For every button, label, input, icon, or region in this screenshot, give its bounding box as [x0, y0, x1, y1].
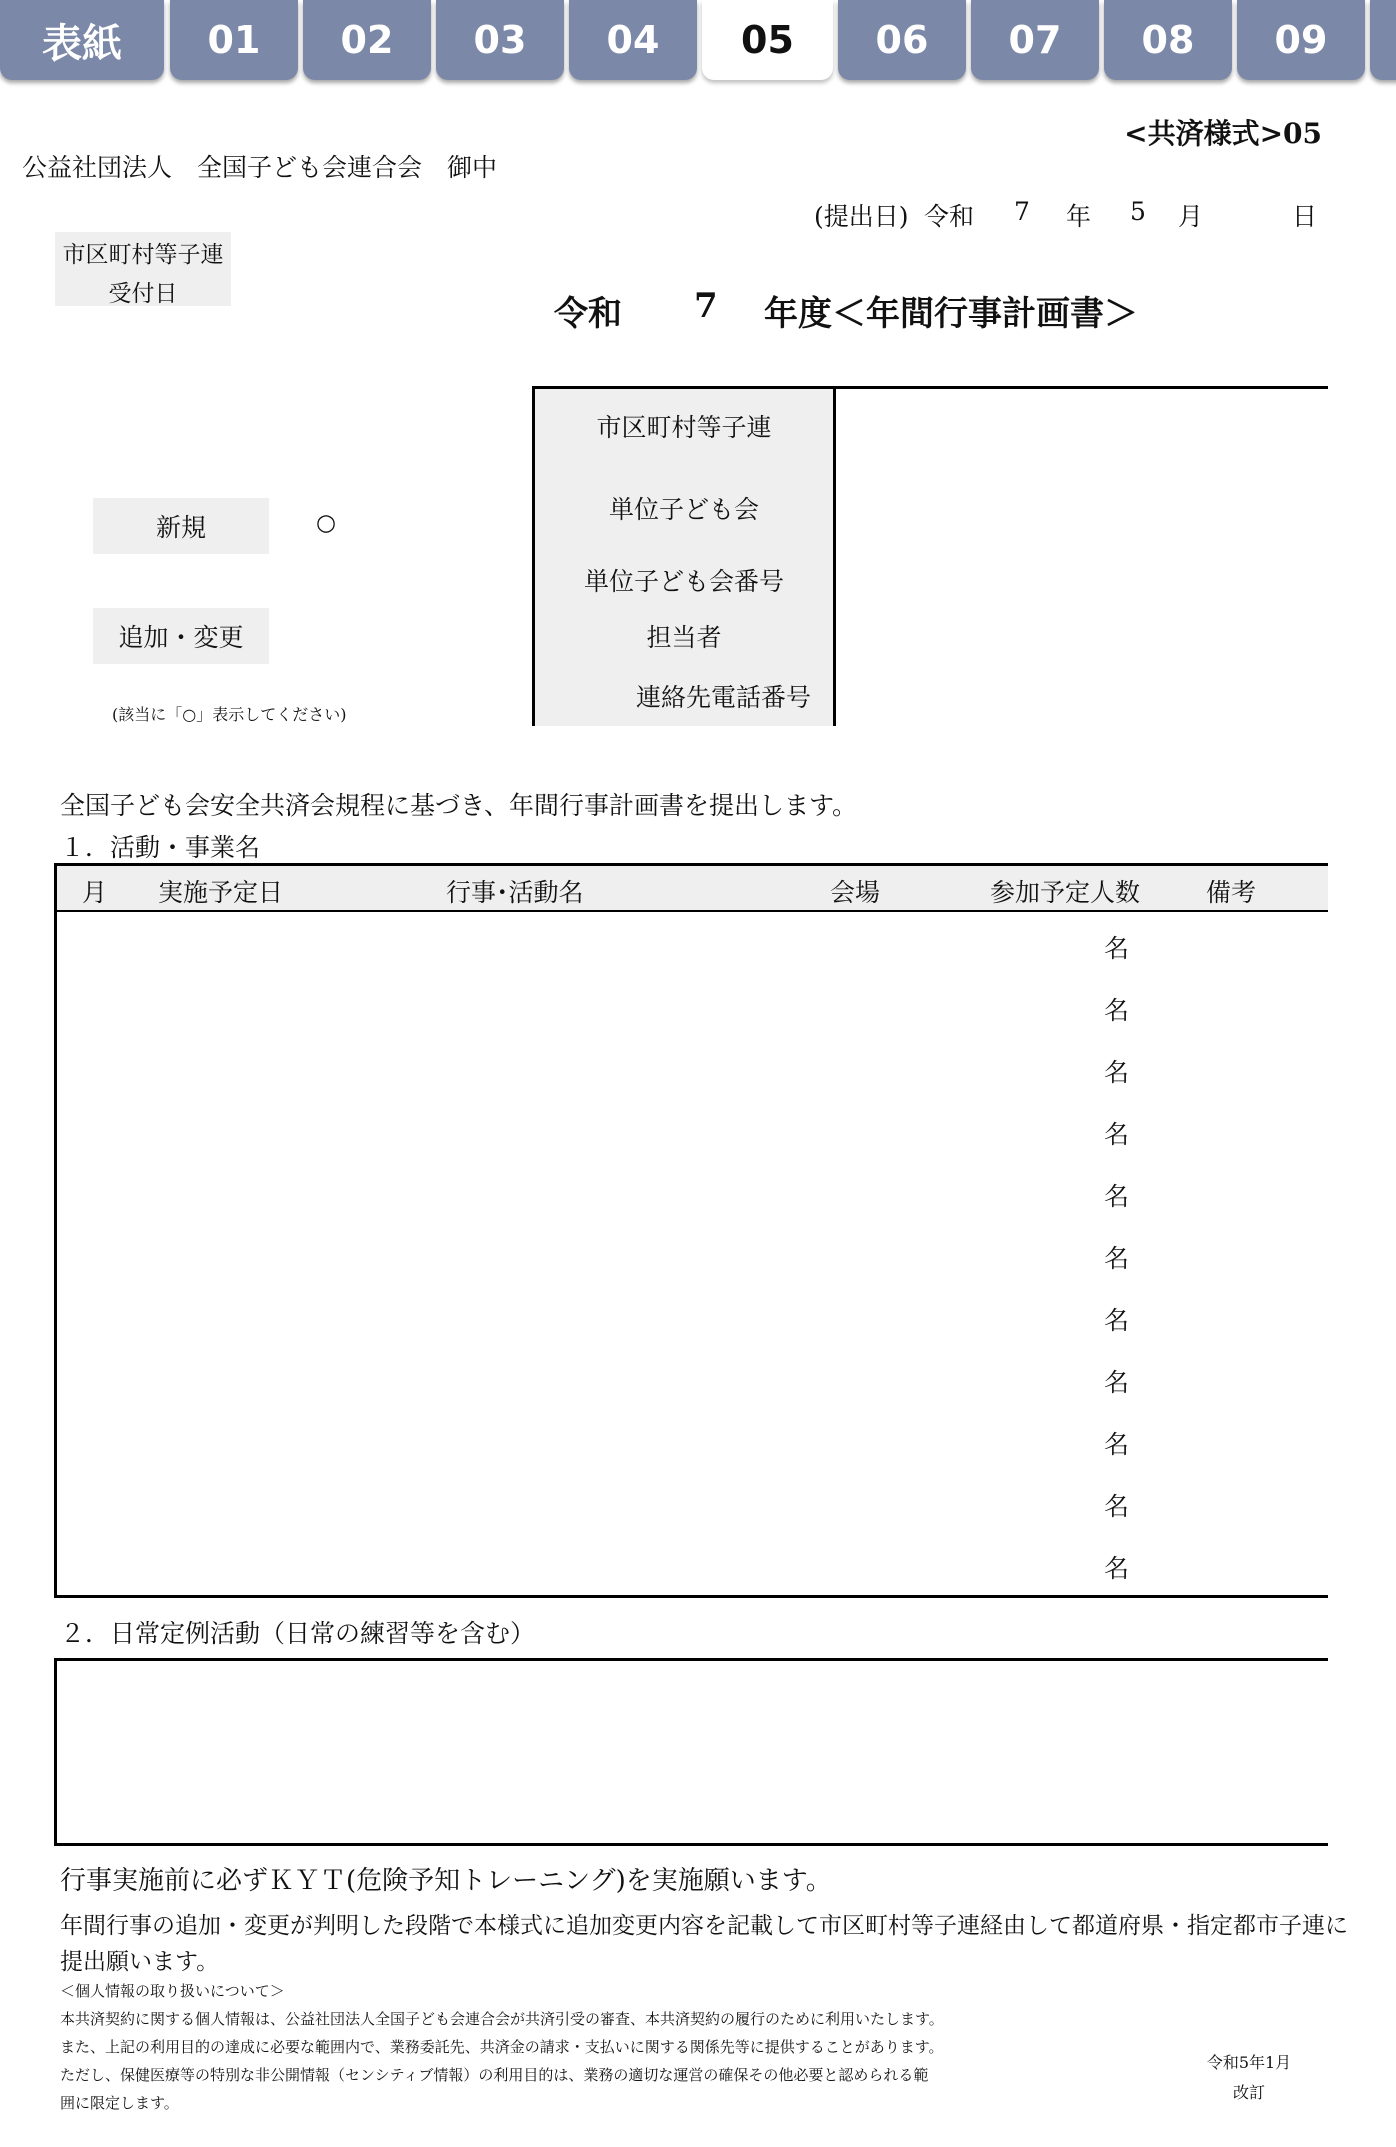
table-row: 名	[1104, 934, 1130, 963]
change-label: 追加・変更	[93, 608, 269, 664]
submit-date-label: (提出日)	[814, 202, 909, 231]
table-row: 名	[1104, 996, 1130, 1025]
submit-era: 令和	[924, 202, 975, 231]
intro-text: 全国子ども会安全共済会規程に基づき、年間行事計画書を提出します。	[60, 791, 858, 820]
tab-bar	[0, 0, 1396, 84]
new-mark[interactable]: ○	[316, 510, 337, 536]
addressee: 公益社団法人 全国子ども会連合会 御中	[22, 153, 498, 182]
city-input[interactable]	[840, 394, 1320, 468]
receipt-date-box	[55, 232, 231, 306]
revision-label: 改訂	[1232, 2083, 1265, 2102]
city-label: 市区町村等子連	[596, 413, 772, 442]
receipt-label-1: 市区町村等子連	[62, 242, 224, 268]
submit-year[interactable]: 7	[1014, 197, 1030, 226]
tab-01[interactable]: 01	[170, 0, 298, 80]
table-row: 名	[1104, 1306, 1130, 1335]
table-left-border	[54, 863, 57, 1598]
table-bottom-border	[54, 1595, 1328, 1598]
receipt-label-2: 受付日	[108, 281, 178, 307]
revision-date: 令和5年1月	[1206, 2053, 1292, 2072]
submit-month-unit: 月	[1178, 202, 1204, 231]
tab-08[interactable]: 08	[1104, 0, 1232, 80]
tab-06[interactable]: 06	[838, 0, 966, 80]
table-row: 名	[1104, 1554, 1130, 1583]
col-event: 行事･活動名	[446, 878, 584, 907]
unit-number-input[interactable]	[840, 552, 1320, 602]
table-row: 名	[1104, 1368, 1130, 1397]
routine-activities-input[interactable]	[60, 1664, 1324, 1840]
table-row: 名	[1104, 1430, 1130, 1459]
routine-box-bottom	[54, 1843, 1328, 1846]
privacy-line-4: 囲に限定します。	[60, 2094, 179, 2112]
table-row: 名	[1104, 1244, 1130, 1273]
form-code: <共済様式>05	[1124, 117, 1322, 150]
tab-07[interactable]: 07	[971, 0, 1099, 80]
tab-overflow[interactable]	[1370, 0, 1396, 80]
col-date: 実施予定日	[158, 878, 284, 907]
routine-box-left	[54, 1658, 57, 1846]
section2-heading: ２．日常定例活動（日常の練習等を含む）	[60, 1619, 536, 1648]
col-participants: 参加予定人数	[990, 878, 1141, 907]
submit-month[interactable]: 5	[1130, 197, 1146, 226]
routine-box-top	[54, 1658, 1328, 1661]
privacy-line-3: ただし、保健医療等の特別な非公開情報（センシティブ情報）の利用目的は、業務の適切な運営の確保その他必要と認められる範	[60, 2066, 929, 2084]
col-remarks: 備考	[1206, 878, 1257, 907]
notice-line-2: 提出願います。	[60, 1949, 220, 1975]
unit-number-label: 単位子ども会番号	[583, 567, 784, 596]
notice-line-1: 年間行事の追加・変更が判明した段階で本様式に追加変更内容を記載して市区町村等子連経由して都道府県・指定都市子連に	[60, 1913, 1348, 1939]
new-label: 新規	[93, 498, 269, 554]
privacy-line-1: 本共済契約に関する個人情報は、公益社団法人全国子ども会連合会が共済引受の審査、本共済契約の履行のために利用いたします。	[60, 2010, 944, 2028]
privacy-heading: ＜個人情報の取り扱いについて＞	[60, 1982, 285, 2000]
privacy-line-2: また、上記の利用目的の達成に必要な範囲内で、業務委託先、共済金の請求・支払いに関する関係先等に提供することがあります。	[60, 2038, 944, 2056]
change-mark[interactable]	[300, 612, 360, 660]
tab-03[interactable]: 03	[436, 0, 564, 80]
tab-04[interactable]: 04	[569, 0, 697, 80]
tab-02[interactable]: 02	[303, 0, 431, 80]
page-title: 年度＜年間行事計画書＞	[764, 294, 1138, 334]
table-row: 名	[1104, 1120, 1130, 1149]
unit-label: 単位子ども会	[608, 495, 759, 524]
submit-year-unit: 年	[1066, 202, 1092, 231]
col-month: 月	[82, 878, 108, 907]
table-row: 名	[1104, 1182, 1130, 1211]
person-input[interactable]	[840, 608, 1320, 658]
info-divider	[833, 386, 836, 726]
phone-label: 連絡先電話番号	[636, 683, 812, 712]
table-row: 名	[1104, 1492, 1130, 1521]
unit-input[interactable]	[840, 476, 1320, 546]
table-header-border	[54, 910, 1328, 912]
submit-day-unit: 日	[1292, 202, 1318, 231]
kyt-notice: 行事実施前に必ずＫＹＴ(危険予知トレーニング)を実施願います。	[60, 1866, 832, 1896]
status-note: (該当に「○」表示してください)	[112, 705, 347, 724]
section1-heading: １．活動・事業名	[60, 833, 261, 862]
phone-input[interactable]	[840, 664, 1320, 722]
person-label: 担当者	[646, 623, 722, 652]
col-venue: 会場	[830, 878, 881, 907]
title-year[interactable]: 7	[694, 286, 718, 326]
table-row: 名	[1104, 1058, 1130, 1087]
tab-cover[interactable]: 表紙	[0, 0, 164, 80]
tab-09[interactable]: 09	[1237, 0, 1365, 80]
title-era: 令和	[554, 294, 622, 334]
tab-05[interactable]: 05	[702, 0, 833, 80]
